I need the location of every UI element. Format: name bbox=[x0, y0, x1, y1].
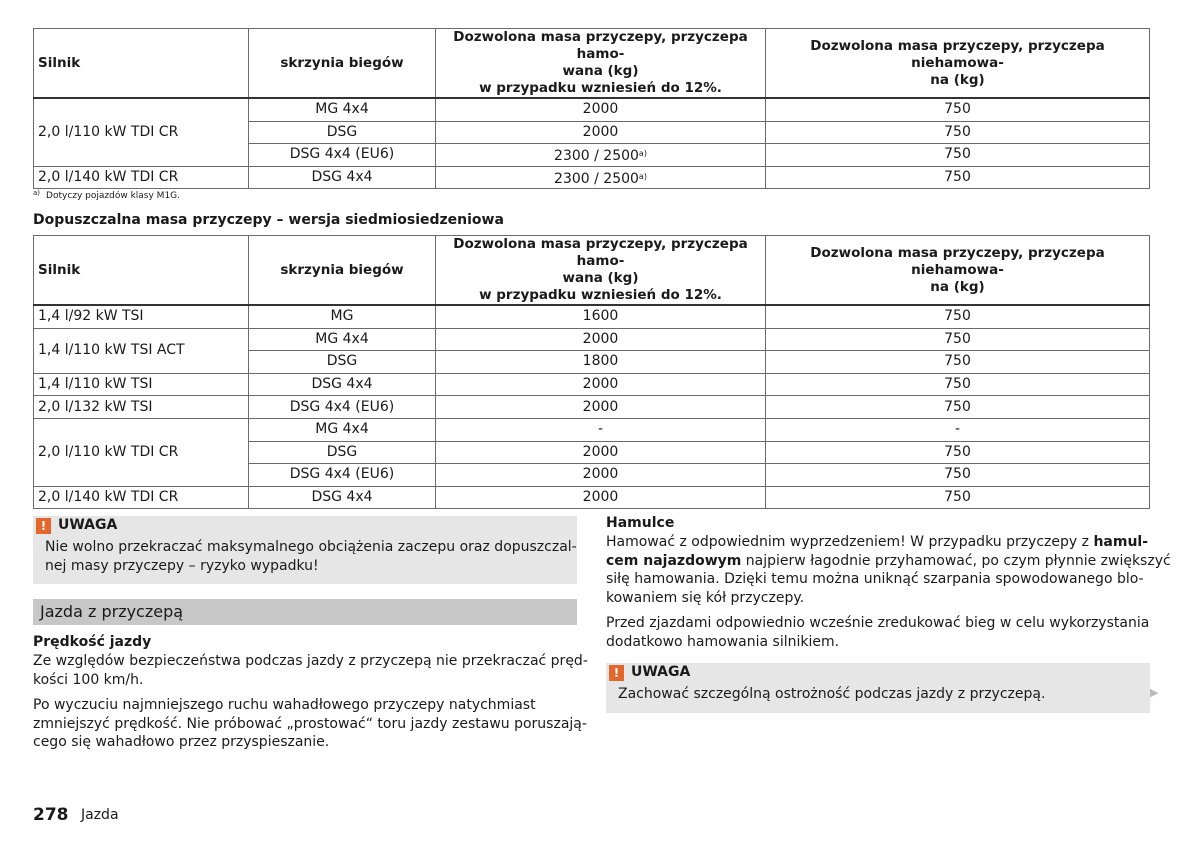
gearbox-cell: DSG bbox=[249, 121, 436, 144]
header-engine: Silnik bbox=[34, 236, 249, 306]
footnote-ref: a) bbox=[638, 148, 647, 158]
warning-icon: ! bbox=[36, 518, 51, 534]
seven-seat-table-title: Dopuszczalna masa przyczepy – wersja siedmiosiedzeniowa bbox=[33, 212, 504, 228]
unbraked-cell: 750 bbox=[766, 328, 1150, 351]
brakes-paragraph-1: Hamować z odpowiednim wyprzedzeniem! W przypadku przyczepy z hamul- cem najazdowym najpierw łagodnie przyhamować, po czym płynnie zwiększyć siłę hamowania. Dzięki temu można uniknąć szarpania spowodowanego blo- kowaniem się kół przyczepy. bbox=[606, 534, 1171, 606]
unbraked-cell: - bbox=[766, 418, 1150, 441]
header-gearbox: skrzynia biegów bbox=[249, 29, 436, 99]
trailer-weight-table bbox=[33, 28, 1150, 189]
unbraked-cell: 750 bbox=[766, 166, 1150, 189]
seven-seat-trailer-weight-table bbox=[33, 235, 1150, 509]
header-braked: Dozwolona masa przyczepy, przyczepa hamo- wana (kg) w przypadku wzniesień do 12%. bbox=[436, 29, 766, 99]
engine-cell: 2,0 l/132 kW TSI bbox=[34, 396, 249, 419]
unbraked-cell: 750 bbox=[766, 121, 1150, 144]
table-row bbox=[34, 373, 1150, 396]
unbraked-cell: 750 bbox=[766, 396, 1150, 419]
unbraked-cell: 750 bbox=[766, 441, 1150, 464]
gearbox-cell: DSG bbox=[249, 441, 436, 464]
table-row bbox=[34, 98, 1150, 121]
table-row bbox=[34, 418, 1150, 441]
gearbox-cell: DSG 4x4 bbox=[249, 166, 436, 189]
gearbox-cell: DSG bbox=[249, 351, 436, 374]
table-row bbox=[34, 396, 1150, 419]
gearbox-cell: MG 4x4 bbox=[249, 418, 436, 441]
speed-subheading: Prędkość jazdy bbox=[33, 634, 152, 650]
table-header-row bbox=[34, 29, 1150, 99]
continue-arrow-icon: ▶ bbox=[1150, 686, 1159, 699]
gearbox-cell: MG 4x4 bbox=[249, 98, 436, 121]
unbraked-cell: 750 bbox=[766, 351, 1150, 374]
speed-paragraph-1: Ze względów bezpieczeństwa podczas jazdy z przyczepą nie przekraczać pręd- kości 100 km/h. bbox=[33, 653, 588, 688]
braked-cell: - bbox=[436, 418, 766, 441]
brakes-paragraph-2: Przed zjazdami odpowiednio wcześnie zredukować bieg w celu wykorzystania dodatkowo hamowania silnikiem. bbox=[606, 615, 1150, 650]
gearbox-cell: DSG 4x4 (EU6) bbox=[249, 464, 436, 487]
unbraked-cell: 750 bbox=[766, 98, 1150, 121]
warning-text: Zachować szczególną ostrożność podczas jazdy z przyczepą. bbox=[618, 686, 1046, 702]
table-header-row bbox=[34, 236, 1150, 306]
chapter-title: Jazda bbox=[81, 807, 119, 823]
gearbox-cell: DSG 4x4 (EU6) bbox=[249, 396, 436, 419]
unbraked-cell: 750 bbox=[766, 373, 1150, 396]
gearbox-cell: MG 4x4 bbox=[249, 328, 436, 351]
braked-cell: 2000 bbox=[436, 373, 766, 396]
page-number: 278 bbox=[33, 805, 69, 825]
header-unbraked: Dozwolona masa przyczepy, przyczepa niehamowa- na (kg) bbox=[766, 236, 1150, 306]
braked-cell: 2000 bbox=[436, 328, 766, 351]
braked-cell: 1600 bbox=[436, 305, 766, 328]
footnote bbox=[33, 189, 180, 201]
gearbox-cell: DSG 4x4 bbox=[249, 486, 436, 509]
warning-icon: ! bbox=[609, 665, 624, 681]
braked-cell: 2000 bbox=[436, 121, 766, 144]
warning-box bbox=[33, 516, 577, 584]
braked-cell: 2000 bbox=[436, 486, 766, 509]
engine-cell: 2,0 l/110 kW TDI CR bbox=[34, 418, 249, 486]
engine-cell: 1,4 l/110 kW TSI ACT bbox=[34, 328, 249, 373]
table-row bbox=[34, 166, 1150, 189]
braked-cell: 2000 bbox=[436, 441, 766, 464]
braked-cell: 2300 / 2500$^{a)}$ bbox=[436, 166, 766, 189]
gearbox-cell: DSG 4x4 (EU6) bbox=[249, 144, 436, 167]
footnote-ref: a) bbox=[638, 171, 647, 181]
warning-title: UWAGA bbox=[58, 517, 118, 533]
unbraked-cell: 750 bbox=[766, 144, 1150, 167]
unbraked-cell: 750 bbox=[766, 305, 1150, 328]
brakes-subheading: Hamulce bbox=[606, 515, 675, 531]
unbraked-cell: 750 bbox=[766, 486, 1150, 509]
footnote-mark: a) bbox=[33, 189, 41, 197]
braked-cell: 2000 bbox=[436, 396, 766, 419]
braked-cell: 2300 / 2500$^{a)}$ bbox=[436, 144, 766, 167]
table-row bbox=[34, 305, 1150, 328]
table-row bbox=[34, 486, 1150, 509]
engine-cell: 2,0 l/140 kW TDI CR bbox=[34, 166, 249, 189]
speed-paragraph-2: Po wyczuciu najmniejszego ruchu wahadłowego przyczepy natychmiast zmniejszyć prędkość. Nie próbować „prostować“ toru jazdy zestawu poruszają- cego się wahadłowo przez przyspieszanie. bbox=[33, 697, 587, 750]
engine-cell: 2,0 l/110 kW TDI CR bbox=[34, 98, 249, 166]
braked-cell: 1800 bbox=[436, 351, 766, 374]
unbraked-cell: 750 bbox=[766, 464, 1150, 487]
table-row bbox=[34, 328, 1150, 351]
warning-box bbox=[606, 663, 1150, 713]
warning-text: Nie wolno przekraczać maksymalnego obciążenia zaczepu oraz dopuszczal- nej masy przyczepy – ryzyko wypadku! bbox=[45, 539, 577, 574]
gearbox-cell: MG bbox=[249, 305, 436, 328]
footnote-text: Dotyczy pojazdów klasy M1G. bbox=[46, 191, 181, 201]
header-engine: Silnik bbox=[34, 29, 249, 99]
engine-cell: 1,4 l/110 kW TSI bbox=[34, 373, 249, 396]
engine-cell: 1,4 l/92 kW TSI bbox=[34, 305, 249, 328]
header-gearbox: skrzynia biegów bbox=[249, 236, 436, 306]
section-heading: Jazda z przyczepą bbox=[33, 599, 577, 625]
braked-cell: 2000 bbox=[436, 464, 766, 487]
warning-title: UWAGA bbox=[631, 664, 691, 680]
engine-cell: 2,0 l/140 kW TDI CR bbox=[34, 486, 249, 509]
header-braked: Dozwolona masa przyczepy, przyczepa hamo- wana (kg) w przypadku wzniesień do 12%. bbox=[436, 236, 766, 306]
braked-cell: 2000 bbox=[436, 98, 766, 121]
header-unbraked: Dozwolona masa przyczepy, przyczepa niehamowa- na (kg) bbox=[766, 29, 1150, 99]
gearbox-cell: DSG 4x4 bbox=[249, 373, 436, 396]
